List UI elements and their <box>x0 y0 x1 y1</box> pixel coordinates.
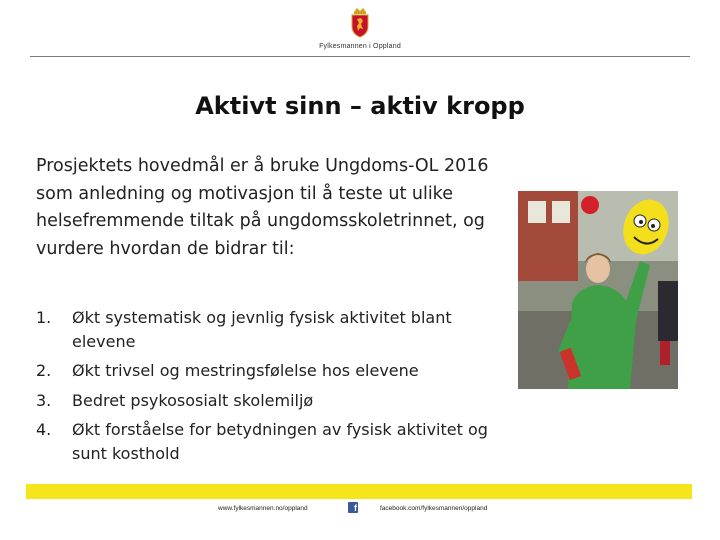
website-link[interactable]: www.fylkesmannen.no/oppland <box>218 505 308 512</box>
list-item <box>36 418 516 465</box>
list-item <box>36 306 516 353</box>
list-number: 4. <box>36 420 52 439</box>
goals-list <box>36 306 516 471</box>
slide-title: Aktivt sinn – aktiv kropp <box>195 92 525 120</box>
list-number: 3. <box>36 390 52 410</box>
list-text: Økt trivsel og mestringsfølelse hos elevene <box>72 361 419 380</box>
list-text: Bedret psykososialt skolemiljø <box>72 390 314 410</box>
header-divider <box>30 56 690 57</box>
list-text: Økt forståelse for betydningen av fysisk aktivitet og sunt kosthold <box>72 420 488 463</box>
facebook-icon[interactable]: f <box>348 502 358 513</box>
list-number: 2. <box>36 361 52 380</box>
boy-playing-photo <box>518 191 678 389</box>
list-item <box>36 389 516 413</box>
footer-bar <box>26 484 692 499</box>
list-item <box>36 359 516 383</box>
intro-paragraph: Prosjektets hovedmål er å bruke Ungdoms-OL 2016 som anledning og motivasjon til å teste ut ulike helsefremmende tiltak på ungdomsskoletrinnet, og vurdere hvordan de bidrar til: <box>36 156 489 259</box>
facebook-link[interactable]: facebook.com/fylkesmannen/oppland <box>380 505 488 512</box>
list-number: 1. <box>36 308 52 327</box>
org-name: Fylkesmannen i Oppland <box>319 43 401 50</box>
coat-of-arms-icon <box>348 6 372 38</box>
list-text: Økt systematisk og jevnlig fysisk aktivitet blant elevene <box>72 308 452 351</box>
